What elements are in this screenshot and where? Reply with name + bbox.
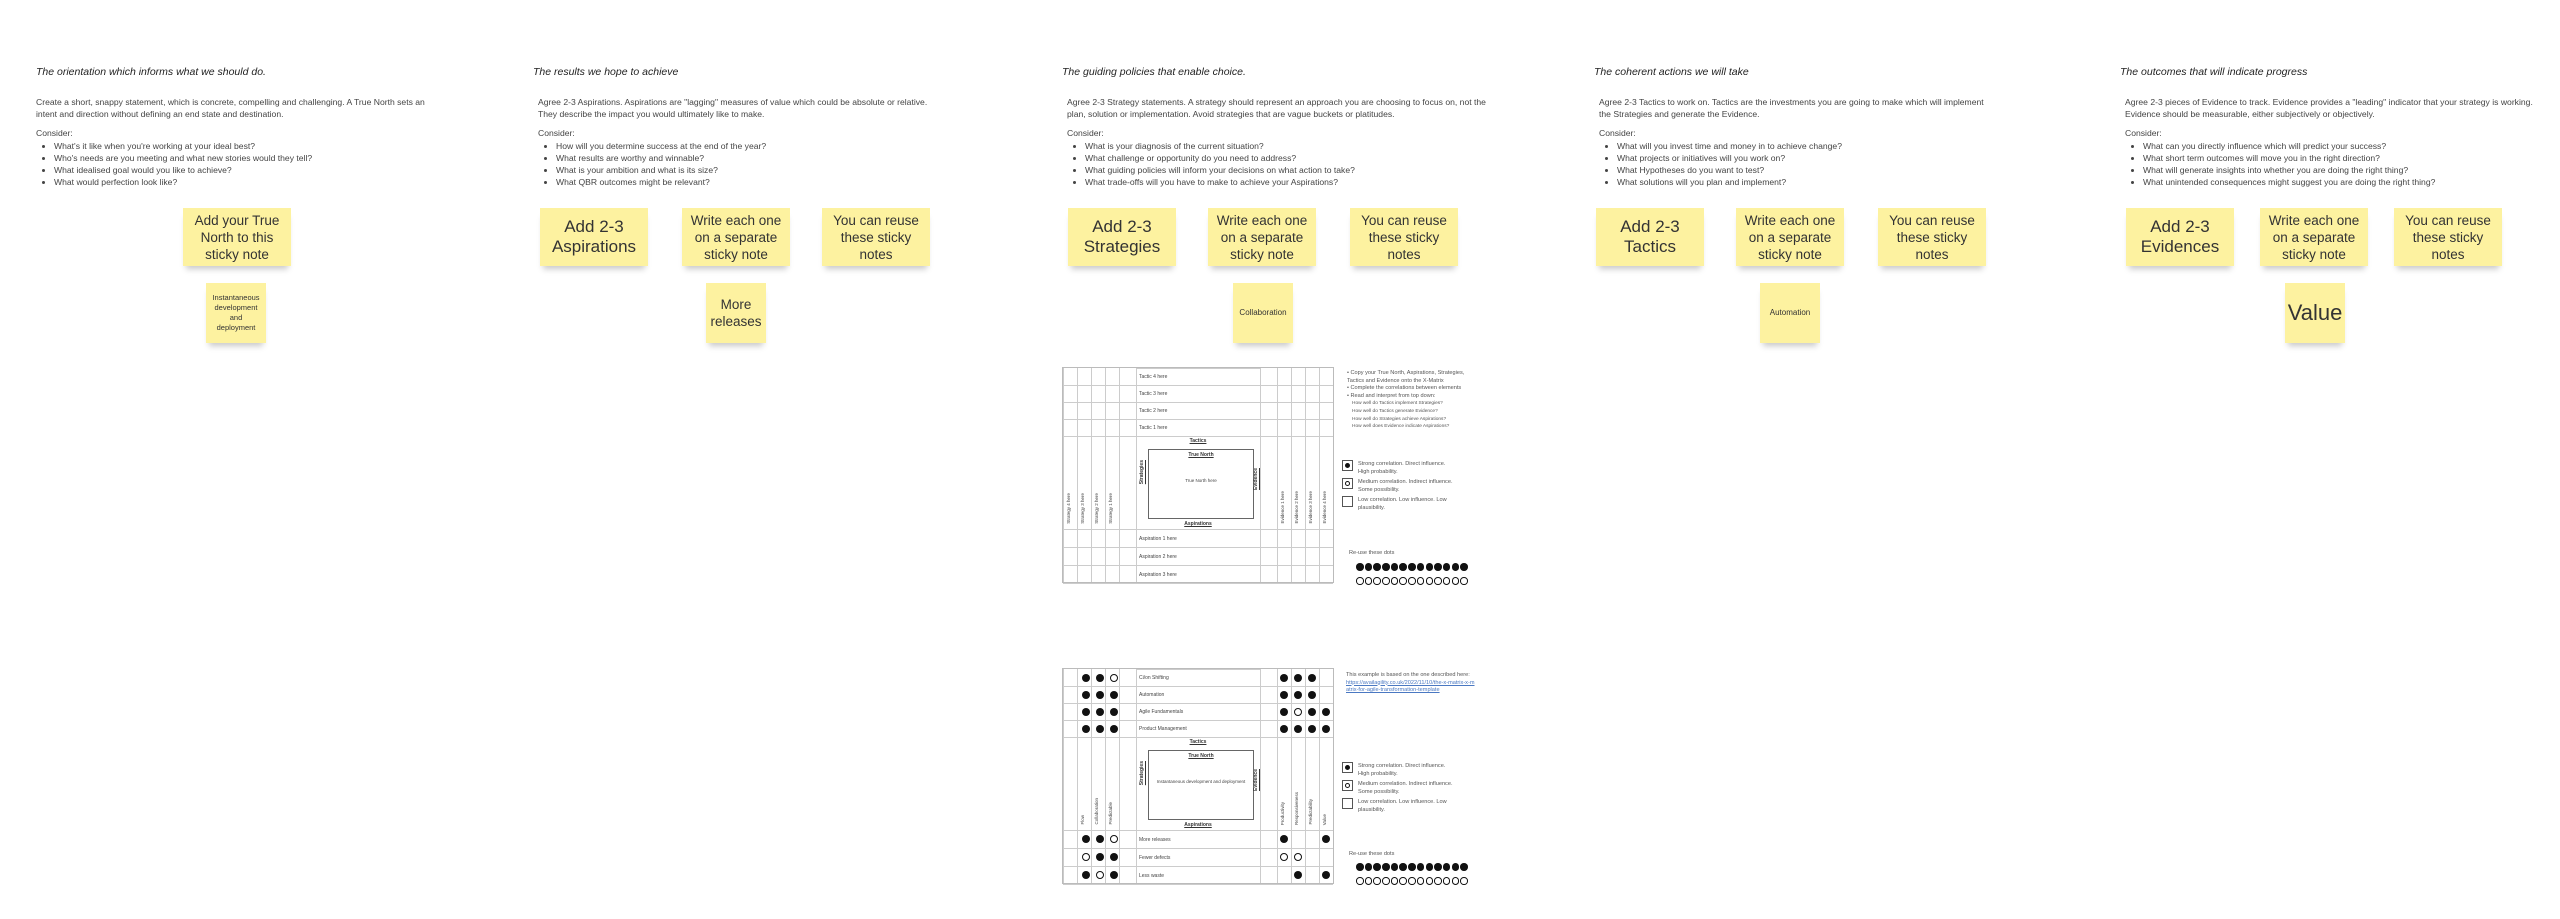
reuse-dot[interactable] — [1373, 563, 1381, 571]
strong-correlation-dot[interactable] — [1280, 725, 1288, 733]
consider-item: • What QBR outcomes might be relevant? — [556, 176, 933, 188]
consider-list — [1594, 140, 1994, 188]
consider-item: • What's it like when you're working at your ideal best? — [54, 140, 436, 152]
strong-correlation-dot[interactable] — [1280, 708, 1288, 716]
legend-medium-text: Medium correlation. Indirect influence. Some possibility. — [1358, 479, 1453, 493]
instruction-substep: How well do Tactics implement Strategies? — [1352, 401, 1443, 407]
truenorth-text[interactable]: True North here — [1185, 478, 1217, 483]
medium-correlation-dot[interactable] — [1294, 853, 1302, 861]
evidence-column-label[interactable]: Responsiveness — [1294, 791, 1299, 825]
tactic-row[interactable]: Product Management — [1136, 720, 1260, 737]
reuse-dot[interactable] — [1443, 877, 1451, 885]
medium-correlation-dot[interactable] — [1110, 674, 1118, 682]
strategy-column-label[interactable]: Predictable — [1108, 802, 1113, 825]
reuse-dot[interactable] — [1382, 577, 1390, 585]
instruction-step: • Read and interpret from top down: — [1347, 393, 1482, 401]
example-note-text: This example is based on the one described here: — [1346, 672, 1470, 678]
column-description: Agree 2-3 pieces of Evidence to track. Evidence provides a "leading" indicator that your strategy is working. Evidence should be measurable, either subjectively or objectively. — [2125, 97, 2533, 119]
legend-strong-text: Strong correlation. Direct influence. High probability. — [1358, 461, 1446, 475]
reuse-dot[interactable] — [1417, 577, 1425, 585]
evidence-column-label[interactable]: Evidence 1 here — [1280, 491, 1285, 524]
x-matrix-example — [1062, 668, 1334, 884]
consider-item: • What idealised goal would you like to achieve? — [54, 164, 436, 176]
sticky-aspirations-example[interactable]: More releases — [706, 283, 766, 343]
reuse-dot[interactable] — [1417, 563, 1425, 571]
reuse-dot[interactable] — [1443, 577, 1451, 585]
strong-correlation-dot[interactable] — [1110, 725, 1118, 733]
consider-list — [533, 140, 933, 188]
consider-list — [36, 140, 436, 188]
evidence-column-label[interactable]: Evidence 3 here — [1308, 491, 1313, 524]
consider-item: • What would perfection look like? — [54, 176, 436, 188]
reuse-dot[interactable] — [1426, 877, 1434, 885]
tactic-row[interactable]: Automation — [1136, 686, 1260, 703]
aspirations-label: Aspirations — [1184, 822, 1212, 828]
reuse-dot[interactable] — [1408, 863, 1416, 871]
reuse-dot[interactable] — [1434, 563, 1442, 571]
strong-correlation-dot[interactable] — [1110, 691, 1118, 699]
consider-item: • What results are worthy and winnable? — [556, 152, 933, 164]
sticky-strategies-write[interactable]: Write each one on a separate sticky note — [1208, 208, 1316, 266]
tactic-row[interactable]: Agile Fundamentals — [1136, 703, 1260, 720]
strong-correlation-dot[interactable] — [1082, 835, 1090, 843]
consider-list — [1062, 140, 1502, 188]
x-matrix-center — [1148, 750, 1254, 820]
medium-correlation-dot[interactable] — [1096, 871, 1104, 879]
reuse-dot[interactable] — [1356, 563, 1364, 571]
strong-correlation-dot[interactable] — [1294, 725, 1302, 733]
strong-correlation-dot[interactable] — [1082, 708, 1090, 716]
reuse-dot[interactable] — [1382, 877, 1390, 885]
tactics-label: Tactics — [1189, 438, 1207, 444]
strong-correlation-dot[interactable] — [1280, 674, 1288, 682]
strong-correlation-dot[interactable] — [1308, 674, 1316, 682]
aspiration-row[interactable]: Less waste — [1136, 866, 1260, 884]
strong-correlation-dot[interactable] — [1096, 835, 1104, 843]
sticky-evidence-reuse[interactable]: You can reuse these sticky notes — [2394, 208, 2502, 266]
column-description: Agree 2-3 Strategy statements. A strategy should represent an approach you are choosing to focus on, not the plan, solution or implementation. Avoid strategies that are vague buckets or platitudes. — [1067, 97, 1486, 119]
x-matrix-template — [1062, 367, 1334, 583]
strategy-column-label[interactable]: Strategy 3 here — [1080, 493, 1085, 524]
column-description: Create a short, snappy statement, which is concrete, compelling and challenging. A True North sets an intent and direction without defining an end state and destination. — [36, 97, 425, 119]
reuse-dot[interactable] — [1452, 563, 1460, 571]
evidence-label: Evidence — [1253, 468, 1259, 490]
aspirations-label: Aspirations — [1184, 521, 1212, 527]
reuse-dots-filled[interactable] — [1356, 563, 1468, 571]
reuse-dot[interactable] — [1426, 577, 1434, 585]
column-heading: The guiding policies that enable choice. — [1062, 66, 1246, 78]
reuse-dot[interactable] — [1356, 863, 1364, 871]
reuse-dots-label-2: Re-use these dots — [1349, 851, 1395, 857]
reuse-dot[interactable] — [1460, 563, 1468, 571]
instruction-step: • Copy your True North, Aspirations, Strategies, Tactics and Evidence onto the X-Matrix — [1347, 370, 1482, 385]
sticky-truenorth-example[interactable]: Instantaneous development and deployment — [206, 283, 266, 343]
reuse-dot[interactable] — [1460, 877, 1468, 885]
legend-low-icon — [1342, 496, 1353, 507]
consider-label: Consider: — [36, 128, 73, 138]
reuse-dot[interactable] — [1452, 577, 1460, 585]
reuse-dot[interactable] — [1373, 877, 1381, 885]
medium-correlation-dot[interactable] — [1294, 708, 1302, 716]
evidence-column-label[interactable]: Evidence 2 here — [1294, 491, 1299, 524]
reuse-dot[interactable] — [1460, 863, 1468, 871]
reuse-dots-label: Re-use these dots — [1349, 550, 1395, 556]
reuse-dot[interactable] — [1443, 863, 1451, 871]
tactic-row[interactable]: Tactic 1 here — [1136, 419, 1260, 436]
evidence-column-label[interactable]: Value — [1322, 813, 1327, 825]
reuse-dot[interactable] — [1391, 577, 1399, 585]
instructions — [1342, 370, 1482, 431]
consider-item: • What is your ambition and what is its size? — [556, 164, 933, 176]
sticky-aspirations-reuse[interactable]: You can reuse these sticky notes — [822, 208, 930, 266]
medium-correlation-dot[interactable] — [1082, 853, 1090, 861]
reuse-dot[interactable] — [1417, 877, 1425, 885]
sticky-evidence-example[interactable]: Value — [2285, 283, 2345, 343]
sticky-strategies-add[interactable]: Add 2-3 Strategies — [1068, 208, 1176, 266]
reuse-dot[interactable] — [1434, 877, 1442, 885]
strong-correlation-dot[interactable] — [1280, 835, 1288, 843]
strategies-label: Strategies — [1139, 460, 1145, 485]
consider-label: Consider: — [1067, 128, 1104, 138]
aspiration-row[interactable]: Aspiration 2 here — [1136, 547, 1260, 565]
strong-correlation-dot[interactable] — [1110, 871, 1118, 879]
column-heading: The results we hope to achieve — [533, 66, 679, 78]
strong-correlation-dot[interactable] — [1308, 708, 1316, 716]
consider-item: • What unintended consequences might suggest you are doing the right thing? — [2143, 176, 2540, 188]
reuse-dot[interactable] — [1356, 877, 1364, 885]
sticky-tactics-add[interactable]: Add 2-3 Tactics — [1596, 208, 1704, 266]
column-1 — [533, 66, 933, 188]
sticky-tactics-reuse[interactable]: You can reuse these sticky notes — [1878, 208, 1986, 266]
consider-item: • What trade-offs will you have to make to achieve your Aspirations? — [1085, 176, 1502, 188]
sticky-evidence-add[interactable]: Add 2-3 Evidences — [2126, 208, 2234, 266]
consider-label: Consider: — [2125, 128, 2162, 138]
medium-correlation-dot[interactable] — [1280, 853, 1288, 861]
strong-correlation-dot[interactable] — [1322, 835, 1330, 843]
legend-medium-text: Medium correlation. Indirect influence. Some possibility. — [1358, 781, 1453, 795]
column-2 — [1062, 66, 1502, 188]
sticky-aspirations-write[interactable]: Write each one on a separate sticky note — [682, 208, 790, 266]
column-heading: The coherent actions we will take — [1594, 66, 1749, 78]
consider-item: • What short term outcomes will move you in the right direction? — [2143, 152, 2540, 164]
consider-item: • What solutions will you plan and implement? — [1617, 176, 1994, 188]
tactic-row[interactable]: Tactic 3 here — [1136, 385, 1260, 402]
legend-strong-icon — [1342, 762, 1353, 773]
strategy-column-label[interactable]: Flow — [1080, 815, 1085, 825]
column-3 — [1594, 66, 1994, 188]
reuse-dot[interactable] — [1391, 877, 1399, 885]
strong-correlation-dot[interactable] — [1096, 853, 1104, 861]
tactic-row[interactable]: Tactic 2 here — [1136, 402, 1260, 419]
strategy-column-label[interactable]: Strategy 1 here — [1108, 493, 1113, 524]
consider-item: • What can you directly influence which will predict your success? — [2143, 140, 2540, 152]
column-description: Agree 2-3 Tactics to work on. Tactics are the investments you are going to make which will implement the Strategies and generate the Evidence. — [1599, 97, 1984, 119]
evidence-column-label[interactable]: Productivity — [1280, 801, 1285, 825]
truenorth-label: True North — [1188, 452, 1214, 458]
reuse-dot[interactable] — [1417, 863, 1425, 871]
consider-item: • What projects or initiatives will you work on? — [1617, 152, 1994, 164]
strong-correlation-dot[interactable] — [1308, 691, 1316, 699]
aspiration-row[interactable]: Fewer defects — [1136, 848, 1260, 866]
reuse-dot[interactable] — [1426, 863, 1434, 871]
truenorth-label: True North — [1188, 753, 1214, 759]
reuse-dot[interactable] — [1382, 563, 1390, 571]
reuse-dot[interactable] — [1373, 577, 1381, 585]
strong-correlation-dot[interactable] — [1110, 708, 1118, 716]
instruction-substep: How well do Strategies achieve Aspirations? — [1352, 416, 1447, 422]
reuse-dot[interactable] — [1399, 863, 1407, 871]
consider-item: • Who's needs are you meeting and what new stories would they tell? — [54, 152, 436, 164]
legend-strong-text: Strong correlation. Direct influence. High probability. — [1358, 763, 1446, 777]
strong-correlation-dot[interactable] — [1096, 674, 1104, 682]
aspiration-row[interactable]: Aspiration 1 here — [1136, 529, 1260, 547]
reuse-dots-open-2[interactable] — [1356, 877, 1468, 885]
evidence-column-label[interactable]: Predictability — [1308, 799, 1313, 825]
legend-low-icon — [1342, 798, 1353, 809]
strong-correlation-dot[interactable] — [1280, 691, 1288, 699]
truenorth-text[interactable]: Instantaneous development and deployment — [1156, 779, 1246, 784]
strong-correlation-dot[interactable] — [1082, 691, 1090, 699]
reuse-dots-filled-2[interactable] — [1356, 863, 1468, 871]
consider-item: • What Hypotheses do you want to test? — [1617, 164, 1994, 176]
evidence-column-label[interactable]: Evidence 4 here — [1322, 491, 1327, 524]
sticky-aspirations-add[interactable]: Add 2-3 Aspirations — [540, 208, 648, 266]
consider-item: • What challenge or opportunity do you need to address? — [1085, 152, 1502, 164]
reuse-dot[interactable] — [1356, 577, 1364, 585]
reuse-dot[interactable] — [1452, 877, 1460, 885]
consider-item: • What will generate insights into whether you are doing the right thing? — [2143, 164, 2540, 176]
consider-list — [2120, 140, 2540, 188]
x-matrix-center — [1148, 449, 1254, 519]
reuse-dots-open[interactable] — [1356, 577, 1468, 585]
strong-correlation-dot[interactable] — [1082, 725, 1090, 733]
column-description: Agree 2-3 Aspirations. Aspirations are "lagging" measures of value which could be absolute or relative. They describe the impact you would ultimately like to make. — [538, 97, 928, 119]
reuse-dot[interactable] — [1373, 863, 1381, 871]
strong-correlation-dot[interactable] — [1082, 871, 1090, 879]
instruction-substep: How well do Tactics generate Evidence? — [1352, 408, 1438, 414]
strong-correlation-dot[interactable] — [1096, 725, 1104, 733]
legend-low-text: Low correlation. Low influence. Low plausibility. — [1358, 497, 1447, 511]
strong-correlation-dot[interactable] — [1308, 725, 1316, 733]
strong-correlation-dot[interactable] — [1294, 691, 1302, 699]
column-heading: The orientation which informs what we should do. — [36, 66, 266, 78]
reuse-dot[interactable] — [1443, 563, 1451, 571]
legend-strong-icon — [1342, 460, 1353, 471]
strong-correlation-dot[interactable] — [1096, 691, 1104, 699]
sticky-evidence-write[interactable]: Write each one on a separate sticky note — [2260, 208, 2368, 266]
sticky-truenorth[interactable]: Add your True North to this sticky note — [183, 208, 291, 266]
consider-item: • What is your diagnosis of the current situation? — [1085, 140, 1502, 152]
reuse-dot[interactable] — [1408, 877, 1416, 885]
strong-correlation-dot[interactable] — [1294, 674, 1302, 682]
legend-medium-icon — [1342, 478, 1353, 489]
reuse-dot[interactable] — [1426, 563, 1434, 571]
strong-correlation-dot[interactable] — [1322, 725, 1330, 733]
sticky-strategies-reuse[interactable]: You can reuse these sticky notes — [1350, 208, 1458, 266]
consider-label: Consider: — [538, 128, 575, 138]
consider-item: • What will you invest time and money in to achieve change? — [1617, 140, 1994, 152]
strategies-label: Strategies — [1139, 761, 1145, 786]
reuse-dot[interactable] — [1399, 877, 1407, 885]
sticky-tactics-write[interactable]: Write each one on a separate sticky note — [1736, 208, 1844, 266]
example-note — [1346, 672, 1476, 695]
reuse-dot[interactable] — [1452, 863, 1460, 871]
legend-low-text: Low correlation. Low influence. Low plausibility. — [1358, 799, 1447, 813]
instruction-step: • Complete the correlations between elements — [1347, 385, 1482, 393]
reuse-dot[interactable] — [1460, 577, 1468, 585]
strong-correlation-dot[interactable] — [1082, 674, 1090, 682]
reuse-dot[interactable] — [1399, 577, 1407, 585]
strong-correlation-dot[interactable] — [1322, 708, 1330, 716]
strategy-column-label[interactable]: Strategy 2 here — [1094, 493, 1099, 524]
reuse-dot[interactable] — [1365, 877, 1373, 885]
reuse-dot[interactable] — [1365, 577, 1373, 585]
strong-correlation-dot[interactable] — [1096, 708, 1104, 716]
strong-correlation-dot[interactable] — [1322, 871, 1330, 879]
column-4 — [2120, 66, 2540, 188]
aspiration-row[interactable]: More releases — [1136, 830, 1260, 848]
column-0 — [36, 66, 436, 188]
column-heading: The outcomes that will indicate progress — [2120, 66, 2308, 78]
strong-correlation-dot[interactable] — [1294, 871, 1302, 879]
strategy-column-label[interactable]: Collaboration — [1094, 798, 1099, 825]
consider-item: • How will you determine success at the end of the year? — [556, 140, 933, 152]
reuse-dot[interactable] — [1408, 563, 1416, 571]
evidence-label: Evidence — [1253, 769, 1259, 791]
reuse-dot[interactable] — [1434, 577, 1442, 585]
reuse-dot[interactable] — [1408, 577, 1416, 585]
reuse-dot[interactable] — [1434, 863, 1442, 871]
sticky-tactics-example[interactable]: Automation — [1760, 283, 1820, 343]
strong-correlation-dot[interactable] — [1110, 853, 1118, 861]
example-note-link[interactable]: https://availagility.co.uk/2022/11/10/the-x-matrix-x-matrix-for-agile-transformation-template — [1346, 679, 1475, 694]
reuse-dot[interactable] — [1365, 863, 1373, 871]
medium-correlation-dot[interactable] — [1110, 835, 1118, 843]
reuse-dot[interactable] — [1391, 563, 1399, 571]
reuse-dot[interactable] — [1391, 863, 1399, 871]
sticky-strategies-example[interactable]: Collaboration — [1233, 283, 1293, 343]
tactic-row[interactable]: Tactic 4 here — [1136, 368, 1260, 385]
reuse-dot[interactable] — [1365, 563, 1373, 571]
reuse-dot[interactable] — [1399, 563, 1407, 571]
tactics-label: Tactics — [1189, 739, 1207, 745]
tactic-row[interactable]: Ci/on Shifting — [1136, 669, 1260, 686]
aspiration-row[interactable]: Aspiration 3 here — [1136, 565, 1260, 583]
instruction-substep: How well does Evidence indicate Aspirations? — [1352, 424, 1450, 430]
reuse-dot[interactable] — [1382, 863, 1390, 871]
strategy-column-label[interactable]: Strategy 4 here — [1066, 493, 1071, 524]
legend-medium-icon — [1342, 780, 1353, 791]
consider-item: • What guiding policies will inform your decisions on what action to take? — [1085, 164, 1502, 176]
consider-label: Consider: — [1599, 128, 1636, 138]
